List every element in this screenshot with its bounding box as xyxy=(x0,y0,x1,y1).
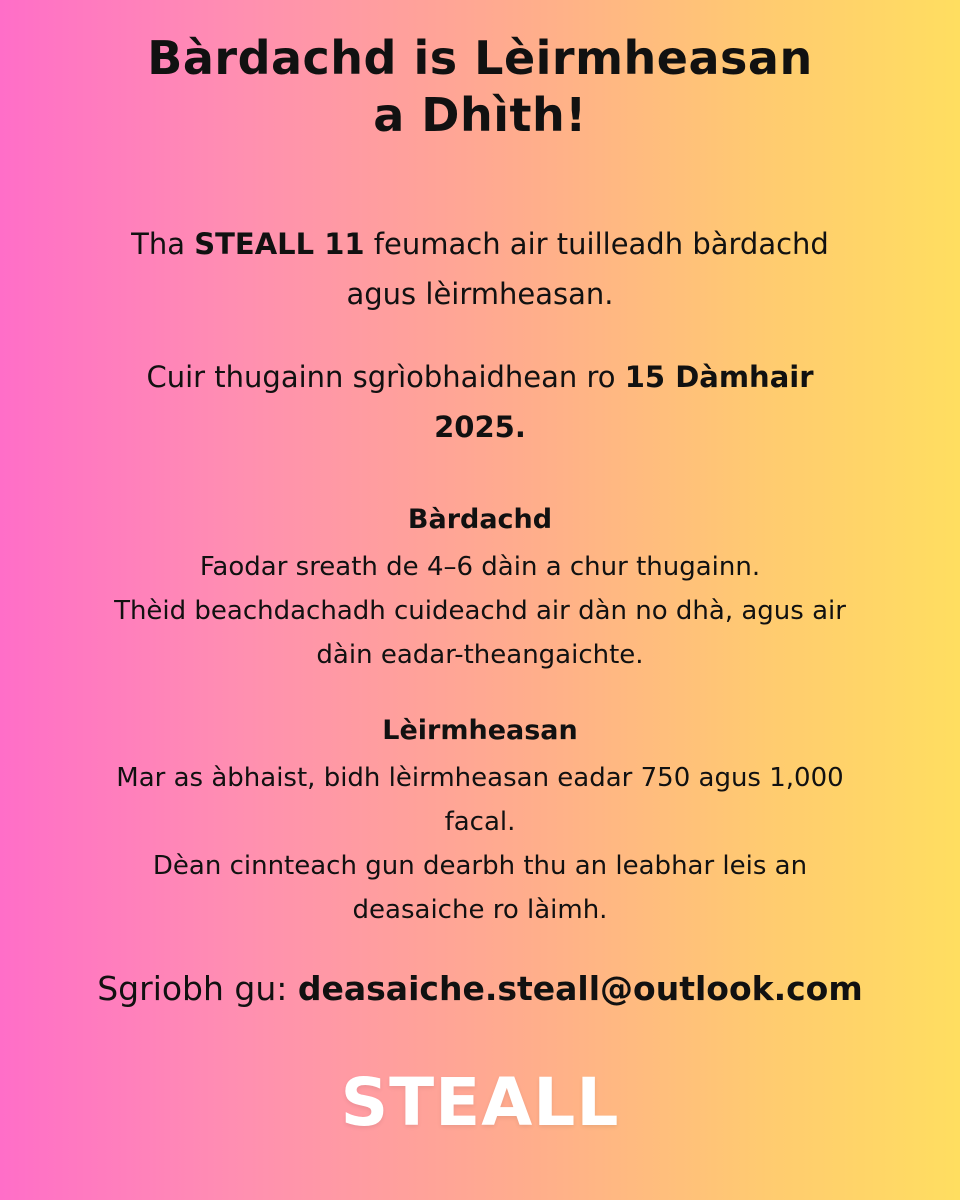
reviews-heading: Lèirmheasan xyxy=(382,715,578,746)
deadline-year: 2025. xyxy=(434,410,526,444)
contact-label: Sgriobh gu: xyxy=(97,969,298,1008)
title-line-1: Bàrdachd is Lèirmheasan xyxy=(147,31,813,85)
intro-line-2: agus lèirmheasan. xyxy=(346,277,614,311)
poetry-body xyxy=(40,545,920,677)
poetry-section xyxy=(40,495,920,677)
reviews-section xyxy=(40,706,920,932)
contact-email[interactable]: deasaiche.steall@outlook.com xyxy=(297,969,863,1008)
poetry-line: Thèid beachdachadh cuideachd air dàn no dhà, agus air xyxy=(114,596,846,626)
intro-prefix: Tha xyxy=(131,227,195,261)
deadline-prefix: Cuir thugainn sgrìobhaidhean ro xyxy=(146,360,625,394)
deadline-date: 15 Dàmhair xyxy=(624,360,814,394)
contact-line xyxy=(40,964,920,1014)
intro-rest: feumach air tuilleadh bàrdachd xyxy=(364,227,829,261)
poetry-line: dàin eadar-theangaichte. xyxy=(316,640,644,670)
poetry-heading: Bàrdachd xyxy=(407,504,553,535)
title-line-2: a Dhìth! xyxy=(373,88,587,142)
poetry-line: Faodar sreath de 4–6 dàin a chur thugainn. xyxy=(199,552,761,582)
reviews-line: Mar as àbhaist, bidh lèirmheasan eadar 750 agus 1,000 xyxy=(116,763,844,793)
intro-paragraph xyxy=(40,219,920,319)
issue-name: STEALL 11 xyxy=(194,227,365,261)
intro-line-1 xyxy=(40,219,920,269)
reviews-line: deasaiche ro làimh. xyxy=(352,895,608,925)
reviews-body xyxy=(40,756,920,932)
deadline-line-1 xyxy=(40,352,920,402)
brand-logo: STEALL xyxy=(340,1064,620,1141)
reviews-line: Dèan cinnteach gun dearbh thu an leabhar leis an xyxy=(152,851,808,881)
reviews-line: facal. xyxy=(444,807,516,837)
page-title xyxy=(40,30,920,144)
deadline-paragraph xyxy=(40,352,920,452)
